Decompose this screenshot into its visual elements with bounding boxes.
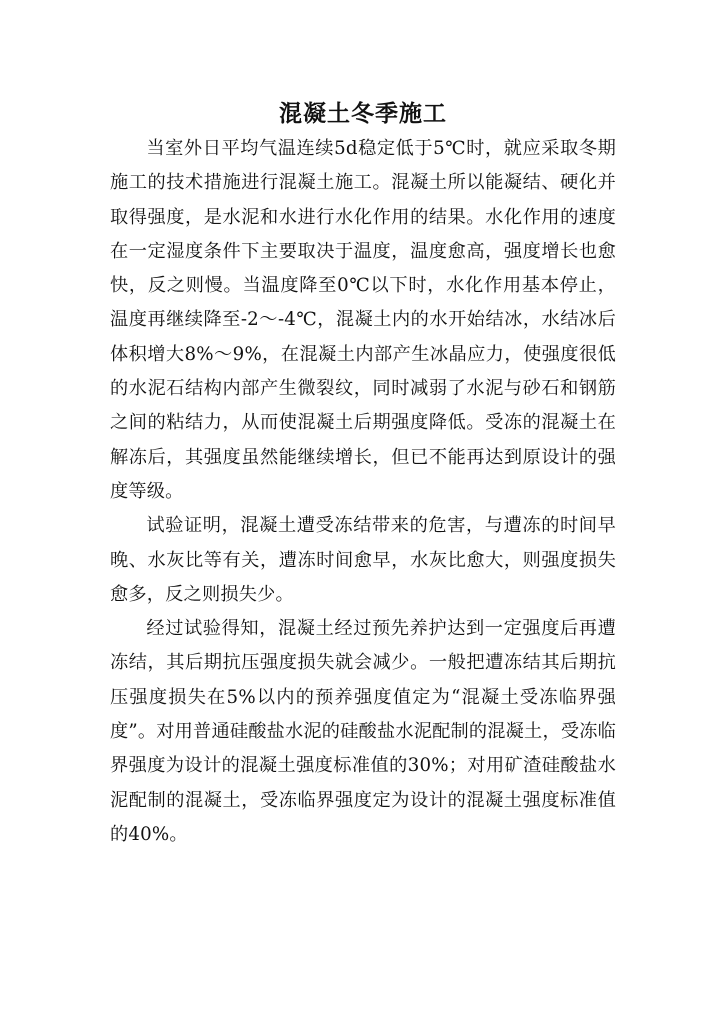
paragraph-critical-strength: 经过试验得知，混凝土经过预先养护达到一定强度后再遭冻结，其后期抗压强度损失就会减少。一般把遭冻结其后期抗压强度损失在5%以内的预养强度值定为“混凝土受冻临界强度”。对用普通硅酸盐水泥的硅酸盐水泥配制的混凝土，受冻临界强度为设计的混凝土强度标准值的30%；对用矿渣硅酸盐水泥配制的混凝土，受冻临界强度定为设计的混凝土强度标准值的40%。 <box>110 618 616 845</box>
paragraph-winter-construction-intro: 当室外日平均气温连续5d稳定低于5℃时，就应采取冬期施工的技术措施进行混凝土施工。混凝土所以能凝结、硬化并取得强度，是水泥和水进行水化作用的结果。水化作用的速度在一定湿度条件下主要取决于温度，温度愈高，强度增长也愈快，反之则慢。当温度降至0℃以下时，水化作用基本停止，温度再继续降至-2～-4℃，混凝土内的水开始结冰，水结冰后体积增大8%～9%，在混凝土内部产生冰晶应力，使强度很低的水泥石结构内部产生微裂纹，同时减弱了水泥与砂石和钢筋之间的粘结力，从而使混凝土后期强度降低。受冻的混凝土在解冻后，其强度虽然能继续增长，但已不能再达到原设计的强度等级。 <box>110 138 616 502</box>
document-title: 混凝土冬季施工 <box>279 101 447 127</box>
document-page <box>110 96 616 852</box>
paragraph-freezing-damage-test: 试验证明，混凝土遭受冻结带来的危害，与遭冻的时间早晚、水灰比等有关，遭冻时间愈早，水灰比愈大，则强度损失愈多，反之则损失少。 <box>110 515 616 605</box>
